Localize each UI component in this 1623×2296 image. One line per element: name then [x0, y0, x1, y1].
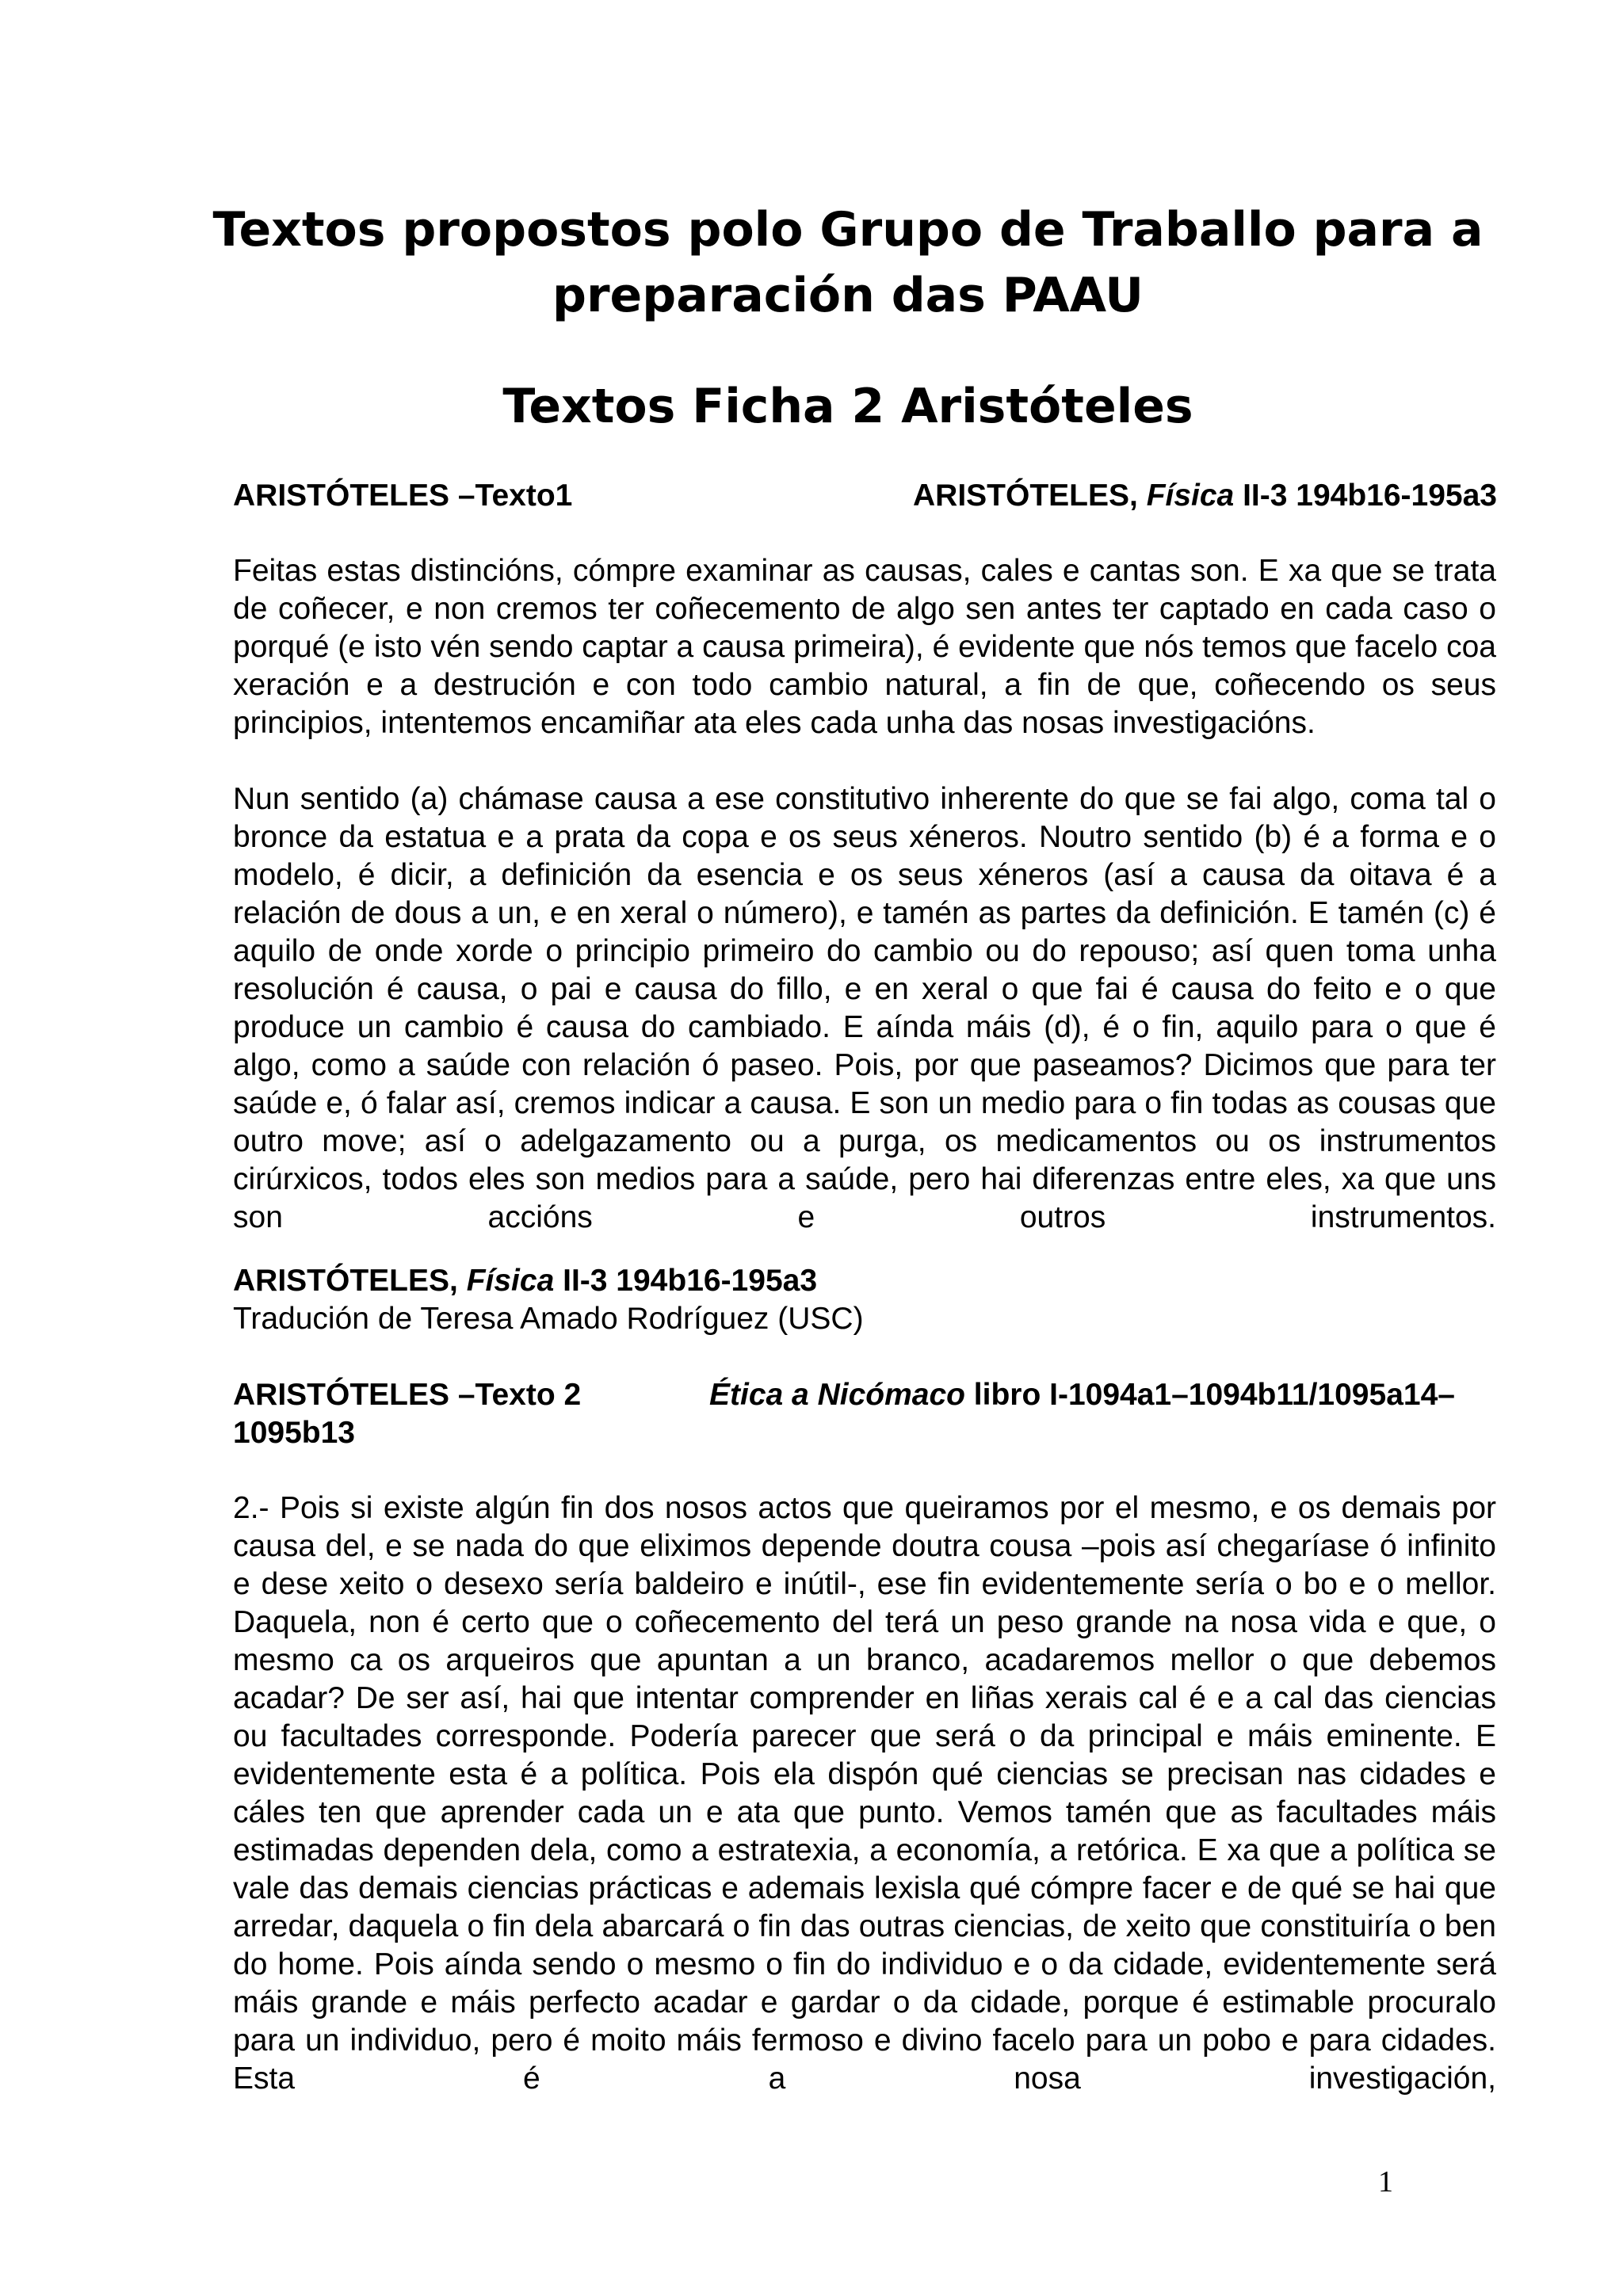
text1-label: ARISTÓTELES –Texto1: [233, 479, 573, 513]
text1-source-work: Física: [466, 1264, 555, 1298]
document-title-line-2: preparación das PAAU: [552, 268, 1144, 323]
text2-reference-cont: 1095b13: [233, 1416, 355, 1450]
text1-paragraph-2: Nun sentido (a) chámase causa a ese constitutivo inherente do que se fai algo, coma tal o bronce da estatua e a prata da copa e os seus xéneros. Noutro sentido (b) é a forma e o modelo, é dicir, a definición da esencia e os seus xéneros (así a causa da oitava é a relación de dous a un, e en xeral o número), e tamén as partes da definición. E tamén (c) é aquilo de onde xorde o principio primeiro do cambio ou do repouso; así quen toma unha resolución é causa, o pai e causa do fillo, e en xeral o que fai é causa do feito e o que produce un cambio é causa do cambiado. E aínda máis (d), é o fin, aquilo para o que é algo, como a saúde con relación ó paseo. Pois, por que paseamos? Dicimos que para ter saúde e, ó falar así, cremos indicar a causa. E son un medio para o fin todas as cousas que outro move; así o adelgazamento ou a purga, os medicamentos ou os instrumentos cirúrxicos, todos eles son medios para a saúde, pero hai diferenzas entre eles, xa que uns son accións e outros instrumentos.: [233, 782, 1496, 1234]
text2-paragraph-1: 2.- Pois si existe algún fin dos nosos actos que queiramos por el mesmo, e os demais por causa del, e se nada do que eliximos depende doutra cousa –pois así chegaríase ó infinito e dese xeito o desexo sería baldeiro e inútil-, ese fin evidentemente sería o bo e o mellor. Daquela, non é certo que o coñecemento del terá un peso grande na nosa vida e que, o mesmo ca os arqueiros que apuntan a un branco, acadaremos mellor o que debemos acadar? De ser así, hai que intentar comprender en liñas xerais cal é e a cal das ciencias ou facultades corresponde. Podería parecer que será o da principal e máis eminente. E evidentemente esta é a política. Pois ela dispón qué ciencias se precisan nas cidades e cáles ten que aprender cada un e ata que punto. Vemos tamén que as facultades máis estimadas dependen dela, como a estratexia, a economía, a retórica. E xa que a política se vale das demais ciencias prácticas e ademais lexisla qué cómpre facer e de qué se hai que arredar, daquela o fin dela abarcará o fin das outras ciencias, de xeito que constituiría o ben do home. Pois aínda sendo o mesmo o fin do individuo e o da cidade, evidentemente será máis grande e máis perfecto acadar e gardar o da cidade, porque é estimable procuralo para un individuo, pero é moito máis fermoso e divino facelo para un pobo e para cidades. Esta é a nosa investigación,: [233, 1491, 1496, 2096]
text1-source: [233, 1262, 817, 1300]
text2-reference: [709, 1376, 1455, 1414]
text1-ref-work: Física: [1146, 479, 1235, 513]
text1-source-rest: II-3 194b16-195a3: [554, 1264, 818, 1298]
document-title-line-1: Textos propostos polo Grupo de Traballo para a: [212, 202, 1484, 257]
text2-ref-rest: libro I-1094a1–1094b11/1095a14–: [964, 1378, 1455, 1412]
page-number: 1: [1378, 2165, 1393, 2199]
text1-ref-rest: II-3 194b16-195a3: [1234, 479, 1497, 513]
text1-source-author: ARISTÓTELES,: [233, 1264, 467, 1298]
text2-ref-work: Ética a Nicómaco: [709, 1378, 965, 1412]
text1-paragraph-1: Feitas estas distincións, cómpre examinar as causas, cales e cantas son. E xa que se trata de coñecer, e non cremos ter coñecemento de algo sen antes ter captado en cada caso o porqué (e isto vén sendo captar a causa primeira), é evidente que nós temos que facelo coa xeración e a destrución e con todo cambio natural, a fin de que, coñecendo os seus principios, intentemos encamiñar ata eles cada unha das nosas investigacións.: [233, 554, 1496, 740]
text1-ref-author: ARISTÓTELES,: [912, 479, 1147, 513]
text1-translation: Tradución de Teresa Amado Rodríguez (USC): [233, 1302, 864, 1336]
text2-label: ARISTÓTELES –Texto 2: [233, 1378, 582, 1412]
text1-reference: [913, 477, 1497, 515]
document-subtitle: Textos Ficha 2 Aristóteles: [502, 379, 1193, 434]
